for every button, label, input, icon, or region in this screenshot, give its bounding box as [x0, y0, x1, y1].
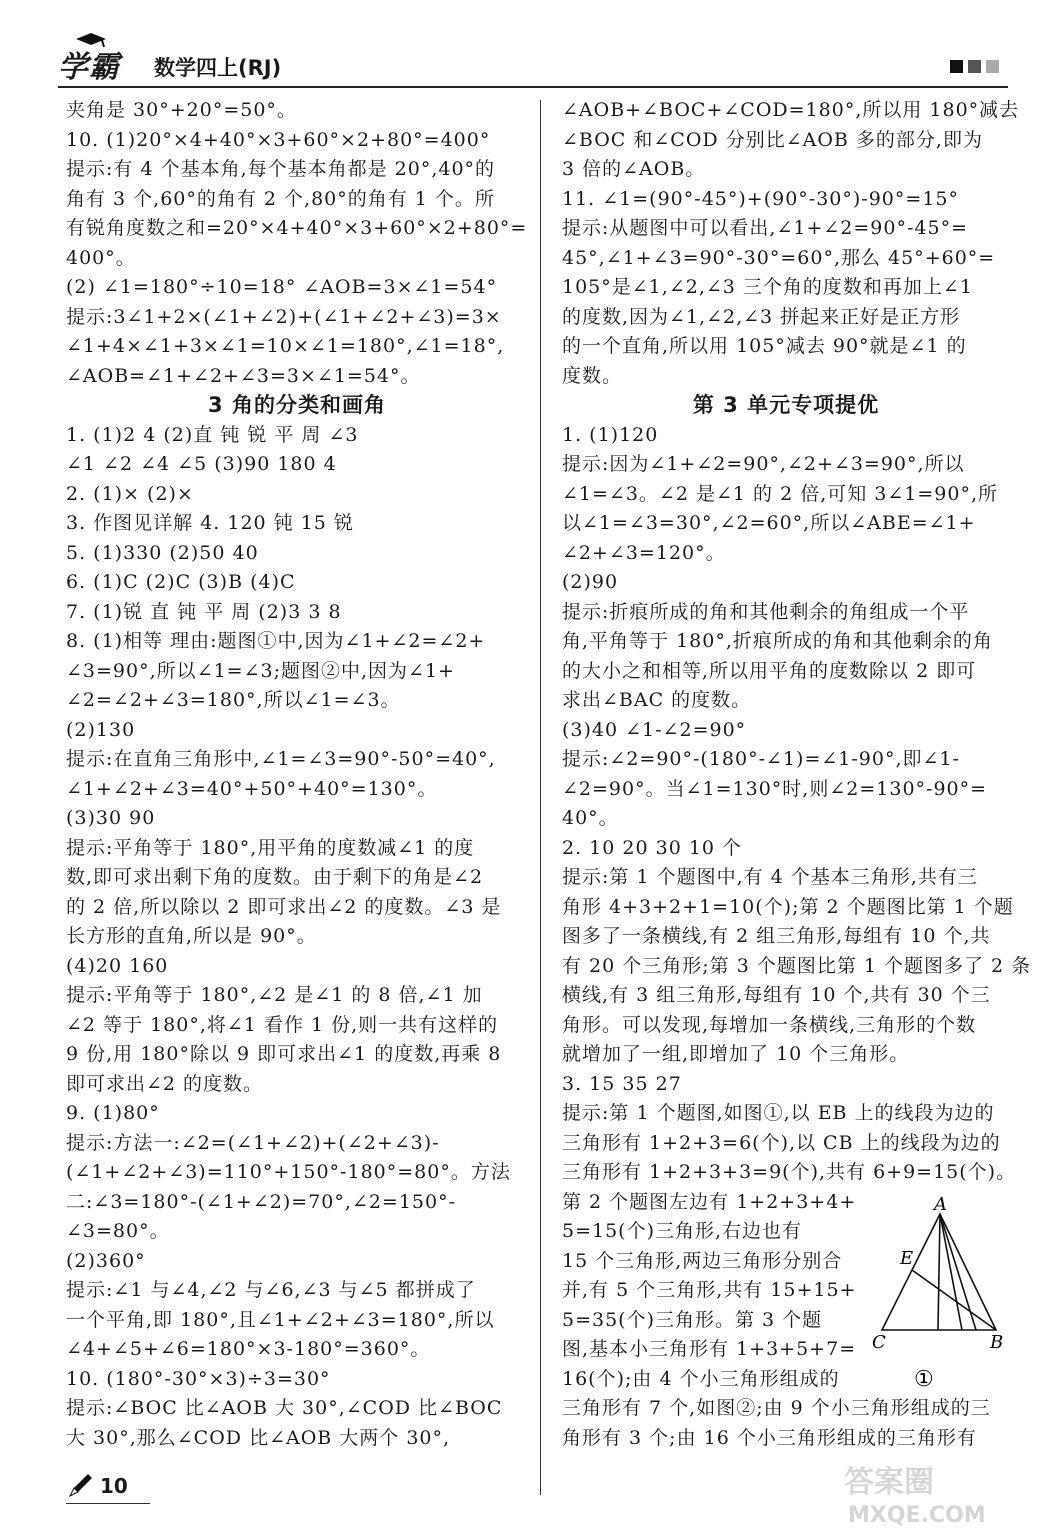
text-line: 3. 15 35 27 — [562, 1072, 682, 1095]
label-b: B — [990, 1332, 1004, 1353]
text-line: (2) ∠1=180°÷10=18° ∠AOB=3×∠1=54° — [66, 276, 498, 298]
text-line: ∠2+∠3=120°。 — [562, 541, 726, 564]
text-line: ∠BOC 和∠COD 分别比∠AOB 多的部分,即为 — [562, 128, 983, 151]
text-line: 三角形有 7 个,如图②;由 9 个小三角形组成的三 — [562, 1397, 991, 1419]
text-line: 就增加了一组,即增加了 10 个三角形。 — [562, 1043, 910, 1065]
text-line: (∠1+∠2+∠3)=110°+150°-180°=80°。方法 — [66, 1161, 511, 1183]
text-line: 16(个);由 4 个小三角形组成的 — [562, 1367, 840, 1390]
text-line: 提示:3∠1+2×(∠1+∠2)+(∠1+∠2+∠3)=3× — [66, 305, 502, 328]
column-divider — [540, 100, 541, 1495]
text-line: 15 个三角形,两边三角形分别合 — [562, 1249, 843, 1272]
page-footer — [66, 1470, 150, 1510]
text-line: 10. (180°-30°×3)÷3=30° — [66, 1367, 331, 1390]
figure-caption: ① — [914, 1367, 934, 1392]
text-line: 长方形的直角,所以是 90°。 — [66, 925, 317, 947]
text-line: 提示:折痕所成的角和其他剩余的角组成一个平 — [562, 600, 970, 623]
text-line: 一个平角,即 180°,且∠1+∠2+∠3=180°,所以 — [66, 1308, 495, 1331]
svg-text:MXQE.COM: MXQE.COM — [848, 1503, 986, 1528]
text-line: 提示:∠BOC 比∠AOB 大 30°,∠COD 比∠BOC — [66, 1397, 503, 1419]
text-line: 10. (1)20°×4+40°×3+60°×2+80°=400° — [66, 128, 491, 151]
text-line: 的一个直角,所以用 105°减去 90°就是∠1 的 — [562, 335, 967, 357]
left-column — [66, 96, 528, 1453]
text-line: 40°。 — [562, 807, 619, 829]
text-line: 角形有 3 个;由 16 个小三角形组成的三角形有 — [562, 1426, 977, 1449]
text-line: 1. (1)2 4 (2)直 钝 锐 平 周 ∠3 — [66, 423, 359, 446]
text-line: ∠2 等于 180°,将∠1 看作 1 份,则一共有这样的 — [66, 1013, 499, 1036]
text-line: 有锐角度数之和=20°×4+40°×3+60°×2+80°= — [66, 217, 528, 239]
text-line: (4)20 160 — [66, 954, 169, 977]
text-line: ∠3=90°,所以∠1=∠3;题图②中,因为∠1+ — [66, 659, 455, 682]
page-header — [58, 38, 1008, 88]
triangle-figure — [864, 1196, 1014, 1396]
text-line: 提示:因为∠1+∠2=90°,∠2+∠3=90°,所以 — [562, 453, 965, 475]
text-line: (2)360° — [66, 1249, 146, 1272]
text-line: ∠AOB=∠1+∠2+∠3=3×∠1=54°。 — [66, 364, 421, 387]
text-line: 6. (1)C (2)C (3)B (4)C — [66, 571, 296, 593]
decor-square-2 — [968, 60, 981, 73]
text-line: 角形。可以发现,每增加一条横线,三角形的个数 — [562, 1013, 977, 1036]
text-line: 5=15(个)三角形,右边也有 — [562, 1220, 803, 1242]
text-line: 3 倍的∠AOB。 — [562, 158, 706, 180]
text-line: 8. (1)相等 理由:题图①中,因为∠1+∠2=∠2+ — [66, 630, 486, 652]
text-line: (2)90 — [562, 571, 619, 593]
pencil-icon — [66, 1472, 94, 1500]
text-line: 11. ∠1=(90°-45°)+(90°-30°)-90°=15° — [562, 187, 959, 210]
text-line: 5=35(个)三角形。第 3 个题 — [562, 1308, 823, 1331]
text-line: 提示:∠1 与∠4,∠2 与∠6,∠3 与∠5 都拼成了 — [66, 1279, 476, 1301]
text-line: 提示:方法一:∠2=(∠1+∠2)+(∠2+∠3)- — [66, 1131, 440, 1154]
text-line: 夹角是 30°+20°=50°。 — [66, 99, 297, 121]
text-line: 提示:第 1 个题图中,有 4 个基本三角形,共有三 — [562, 866, 978, 888]
header-rule — [58, 86, 1008, 88]
book-title: 数学四上(RJ) — [154, 56, 282, 80]
text-line: 度数。 — [562, 364, 623, 387]
section-title: 第 3 单元专项提优 — [692, 393, 880, 417]
text-line: 的度数,因为∠1,∠2,∠3 拼起来正好是正方形 — [562, 305, 961, 328]
text-line: 三角形有 1+2+3+3=9(个),共有 6+9=15(个)。 — [562, 1161, 1017, 1183]
text-line: 105°是∠1,∠2,∠3 三个角的度数和再加上∠1 — [562, 276, 973, 298]
svg-text:答案圈: 答案圈 — [844, 1465, 934, 1500]
text-line: 角形 4+3+2+1=10(个);第 2 个题图比第 1 个题 — [562, 895, 1014, 918]
text-line: 以∠1=∠3=30°,∠2=60°,所以∠ABE=∠1+ — [562, 512, 976, 534]
text-line: 的大小之和相等,所以用平角的度数除以 2 即可 — [562, 659, 977, 682]
text-line: 三角形有 1+2+3=6(个),以 CB 上的线段为边的 — [562, 1131, 1001, 1154]
text-line: 提示:在直角三角形中,∠1=∠3=90°-50°=40°, — [66, 748, 496, 770]
text-line: ∠4+∠5+∠6=180°×3-180°=360°。 — [66, 1338, 431, 1360]
text-line: 图,基本小三角形有 1+3+5+7= — [562, 1338, 857, 1360]
text-line: 提示:平角等于 180°,用平角的度数减∠1 的度 — [66, 836, 475, 859]
text-line: 9 份,用 180°除以 9 即可求出∠1 的度数,再乘 8 — [66, 1043, 502, 1065]
text-line: ∠1=∠3。∠2 是∠1 的 2 倍,可知 3∠1=90°,所 — [562, 482, 999, 505]
text-line: ∠2=90°。当∠1=130°时,则∠2=130°-90°= — [562, 777, 988, 800]
text-line: ∠3=80°。 — [66, 1220, 170, 1242]
page-number: 10 — [100, 1474, 128, 1498]
text-line: 2. 10 20 30 10 个 — [562, 836, 743, 859]
label-e: E — [900, 1248, 914, 1269]
text-line: 45°,∠1+∠3=90°-30°=60°,那么 45°+60°= — [562, 246, 996, 269]
text-line: 提示:从题图中可以看出,∠1+∠2=90°-45°= — [562, 217, 968, 239]
label-a: A — [934, 1196, 947, 1215]
text-line: 二:∠3=180°-(∠1+∠2)=70°,∠2=150°- — [66, 1190, 457, 1213]
text-line: 提示:平角等于 180°,∠2 是∠1 的 8 倍,∠1 加 — [66, 984, 483, 1006]
label-c: C — [872, 1332, 886, 1353]
section-title: 3 角的分类和画角 — [208, 393, 386, 417]
text-line: 3. 作图见详解 4. 120 钝 15 锐 — [66, 512, 354, 534]
text-line: 数,即可求出剩下角的度数。由于剩下的角是∠2 — [66, 866, 484, 888]
text-line: 提示:∠2=90°-(180°-∠1)=∠1-90°,即∠1- — [562, 748, 960, 770]
text-line: 图多了一条横线,有 2 组三角形,每组有 10 个,共 — [562, 925, 991, 947]
text-line: 即可求出∠2 的度数。 — [66, 1072, 264, 1095]
text-line: 有 20 个三角形;第 3 个题图比第 1 个题图多了 2 条 — [562, 954, 1032, 977]
text-line: ∠1 ∠2 ∠4 ∠5 (3)90 180 4 — [66, 453, 337, 475]
text-line: 角,平角等于 180°,折痕所成的角和其他剩余的角 — [562, 630, 993, 652]
watermark — [842, 1458, 1012, 1528]
text-line: 提示:有 4 个基本角,每个基本角都是 20°,40°的 — [66, 158, 496, 180]
text-line: 提示:第 1 个题图,如图①,以 EB 上的线段为边的 — [562, 1102, 995, 1124]
text-line: 大 30°,那么∠COD 比∠AOB 大两个 30°, — [66, 1426, 451, 1449]
text-line: 5. (1)330 (2)50 40 — [66, 541, 259, 564]
text-line: ∠2=∠2+∠3=180°,所以∠1=∠3。 — [66, 689, 401, 711]
text-line: ∠1+∠2+∠3=40°+50°+40°=130°。 — [66, 777, 438, 800]
text-line: 横线,有 3 组三角形,每组有 10 个,共有 30 个三 — [562, 984, 991, 1006]
logo: 学霸 — [58, 50, 120, 85]
text-line: 第 2 个题图左边有 1+2+3+4+ — [562, 1190, 857, 1213]
text-line: 9. (1)80° — [66, 1102, 160, 1124]
text-line: 2. (1)× (2)× — [66, 482, 194, 505]
text-line: (3)30 90 — [66, 807, 156, 829]
text-line: (3)40 ∠1-∠2=90° — [562, 718, 747, 741]
decor-square-1 — [950, 60, 963, 73]
text-line: 角有 3 个,60°的角有 2 个,80°的角有 1 个。所 — [66, 187, 495, 210]
footer-rule — [66, 1503, 150, 1504]
text-line: ∠AOB+∠BOC+∠COD=180°,所以用 180°减去 — [562, 99, 1020, 121]
text-line: 的 2 倍,所以除以 2 即可求出∠2 的度数。∠3 是 — [66, 895, 502, 918]
text-line: 7. (1)锐 直 钝 平 周 (2)3 3 8 — [66, 600, 342, 623]
text-line: (2)130 — [66, 718, 136, 741]
decor-square-3 — [986, 60, 999, 73]
text-line: 1. (1)120 — [562, 423, 659, 446]
text-line: 400°。 — [66, 246, 136, 269]
text-line: 求出∠BAC 的度数。 — [562, 689, 752, 711]
text-line: 并,有 5 个三角形,共有 15+15+ — [562, 1279, 857, 1301]
text-line: ∠1+4×∠1+3×∠1=10×∠1=180°,∠1=18°, — [66, 335, 505, 357]
